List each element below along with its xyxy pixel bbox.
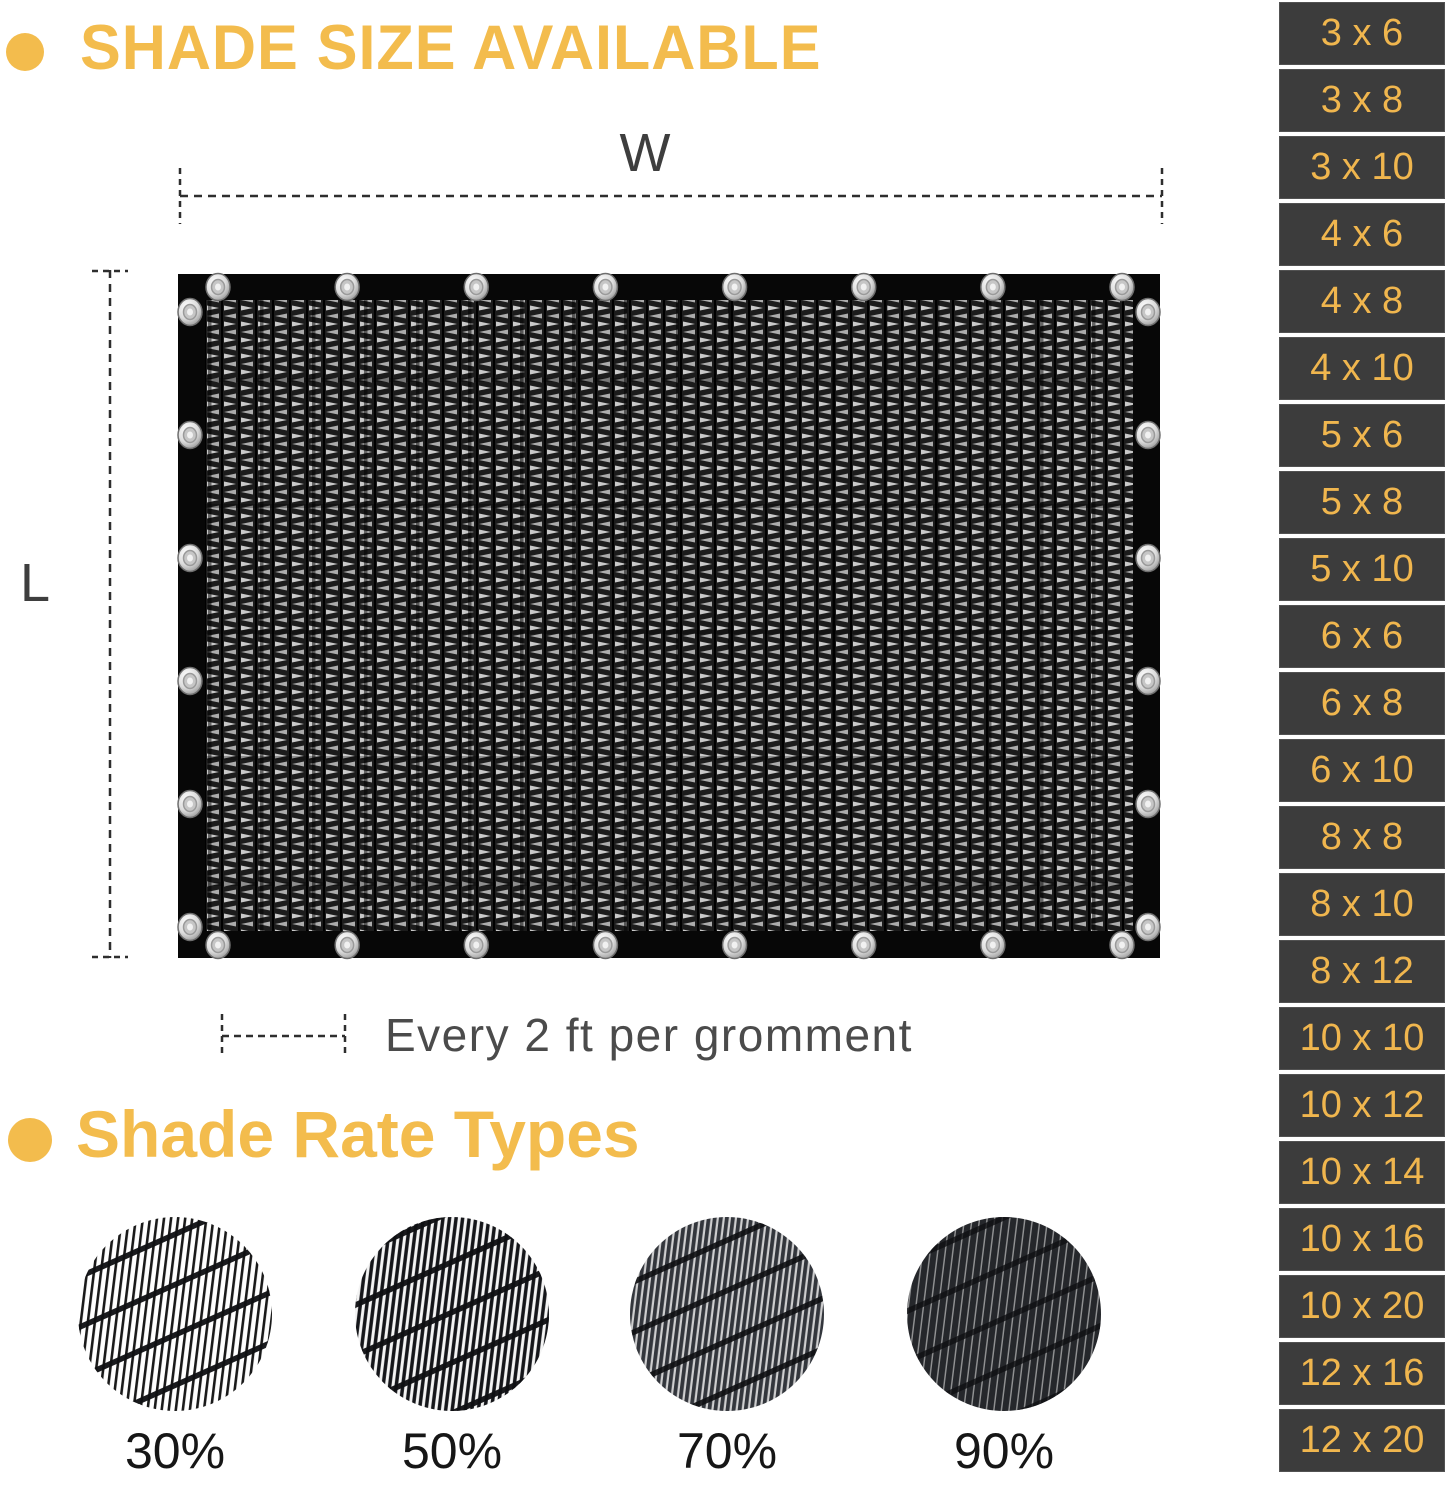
grommet-icon [178,668,202,695]
size-option: 10 x 10 [1279,1007,1445,1070]
shade-rate-sample-90 [907,1217,1101,1411]
size-option: 4 x 10 [1279,337,1445,400]
size-option: 10 x 12 [1279,1074,1445,1137]
grommet-icon [981,932,1005,959]
width-dimension-label: W [619,123,671,183]
size-option: 10 x 14 [1279,1141,1445,1204]
grommet-icon [206,932,230,959]
shade-rate-sample-50 [355,1217,549,1411]
size-option: 3 x 10 [1279,136,1445,199]
grommet-icon [335,932,359,959]
grommet-icon [723,274,747,301]
size-option: 8 x 12 [1279,940,1445,1003]
grommet-icon [464,932,488,959]
grommet-icon [852,932,876,959]
size-option: 6 x 6 [1279,605,1445,668]
size-option: 3 x 8 [1279,69,1445,132]
section-title-shade-size: SHADE SIZE AVAILABLE [80,13,822,83]
section-title-shade-rate: Shade Rate Types [76,1097,640,1171]
grommet-icon [335,274,359,301]
size-option: 6 x 10 [1279,739,1445,802]
grommet-icon [178,299,202,326]
shade-net-illustration [178,274,1160,959]
size-option: 8 x 8 [1279,806,1445,869]
size-option: 10 x 20 [1279,1275,1445,1338]
size-option: 5 x 6 [1279,404,1445,467]
size-option: 4 x 8 [1279,270,1445,333]
grommet-icon [723,932,747,959]
grommet-icon [1136,791,1160,818]
size-option: 4 x 6 [1279,203,1445,266]
grommet-icon [178,545,202,572]
grommet-icon [206,274,230,301]
grommet-icon [981,274,1005,301]
grommet-icon [178,791,202,818]
shade-rate-percent: 70% [676,1423,778,1479]
grommet-spacing-note: Every 2 ft per gromment [385,1009,913,1061]
grommet-icon [1110,274,1134,301]
shade-rate-percent: 90% [953,1423,1055,1479]
size-option: 12 x 20 [1279,1409,1445,1472]
grommet-icon [852,274,876,301]
grommet-icon [178,422,202,449]
grommet-icon [464,274,488,301]
width-dimension-line [180,168,1162,224]
length-dimension-label: L [19,553,51,613]
size-option: 8 x 10 [1279,873,1445,936]
shade-rate-sample-70 [630,1217,824,1411]
grommet-icon [1136,299,1160,326]
size-option: 3 x 6 [1279,2,1445,65]
shade-rate-sample-30 [78,1217,272,1411]
grommet-icon [1136,914,1160,941]
size-option: 6 x 8 [1279,672,1445,735]
size-option: 10 x 16 [1279,1208,1445,1271]
grommet-icon [178,914,202,941]
grommet-icon [593,932,617,959]
size-option: 12 x 16 [1279,1342,1445,1405]
size-option: 5 x 10 [1279,538,1445,601]
length-dimension-line [92,270,128,958]
shade-rate-percent: 50% [401,1423,503,1479]
grommet-icon [1110,932,1134,959]
shade-rate-percent: 30% [124,1423,226,1479]
grommet-spacing-bracket [222,1014,345,1056]
grommet-icon [1136,422,1160,449]
size-option: 5 x 8 [1279,471,1445,534]
grommet-icon [1136,668,1160,695]
grommet-icon [593,274,617,301]
grommet-icon [1136,545,1160,572]
